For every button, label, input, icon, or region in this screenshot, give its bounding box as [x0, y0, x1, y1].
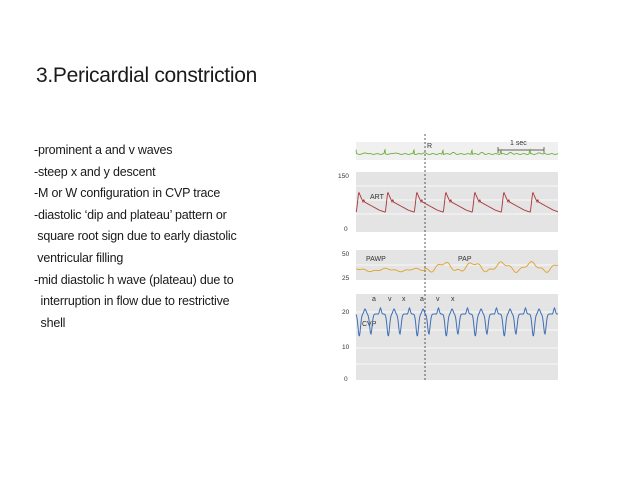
hemodynamic-trace-figure — [330, 128, 562, 388]
pap-label: PAP — [458, 256, 472, 263]
cvp-wave-label-x: x — [402, 296, 406, 303]
cvp-tick-10: 10 — [342, 344, 350, 351]
cvp-wave-label-v: v — [436, 296, 440, 303]
pa-tick-50: 50 — [342, 251, 350, 258]
bullet-item: interruption in flow due to restrictive — [34, 294, 230, 309]
bullet-item: shell — [34, 315, 66, 330]
cvp-wave-label-v: v — [388, 296, 392, 303]
art-tick-150: 150 — [338, 173, 349, 180]
bullet-item: ventricular filling — [34, 250, 124, 265]
cvp-wave-label-a: a — [372, 296, 376, 303]
cvp-label: CVP — [362, 321, 377, 328]
pawp-label: PAWP — [366, 256, 386, 263]
cvp-wave-label-x: x — [451, 296, 455, 303]
bullet-item: -diastolic ‘dip and plateau’ pattern or — [34, 207, 227, 222]
bullet-list — [34, 140, 324, 334]
bullet-item: -steep x and y descent — [34, 164, 156, 179]
art-label: ART — [370, 194, 384, 201]
ecg-band — [356, 142, 558, 160]
cvp-wave-label-a: a — [420, 296, 424, 303]
time-scale-label: 1 sec — [510, 140, 527, 147]
art-tick-0: 0 — [344, 226, 348, 233]
bullet-item: -M or W configuration in CVP trace — [34, 186, 221, 201]
trace-svg — [330, 128, 562, 388]
ecg-r-label: R — [427, 143, 433, 150]
cvp-band — [356, 294, 558, 380]
pa-tick-25: 25 — [342, 275, 350, 282]
bullet-item: -mid diastolic h wave (plateau) due to — [34, 272, 234, 287]
bullet-item: square root sign due to early diastolic — [34, 229, 237, 244]
bullet-item: -prominent a and v waves — [34, 143, 173, 157]
cvp-tick-20: 20 — [342, 309, 350, 316]
cvp-tick-0: 0 — [344, 376, 348, 383]
slide-title: 3.Pericardial constriction — [36, 64, 257, 87]
